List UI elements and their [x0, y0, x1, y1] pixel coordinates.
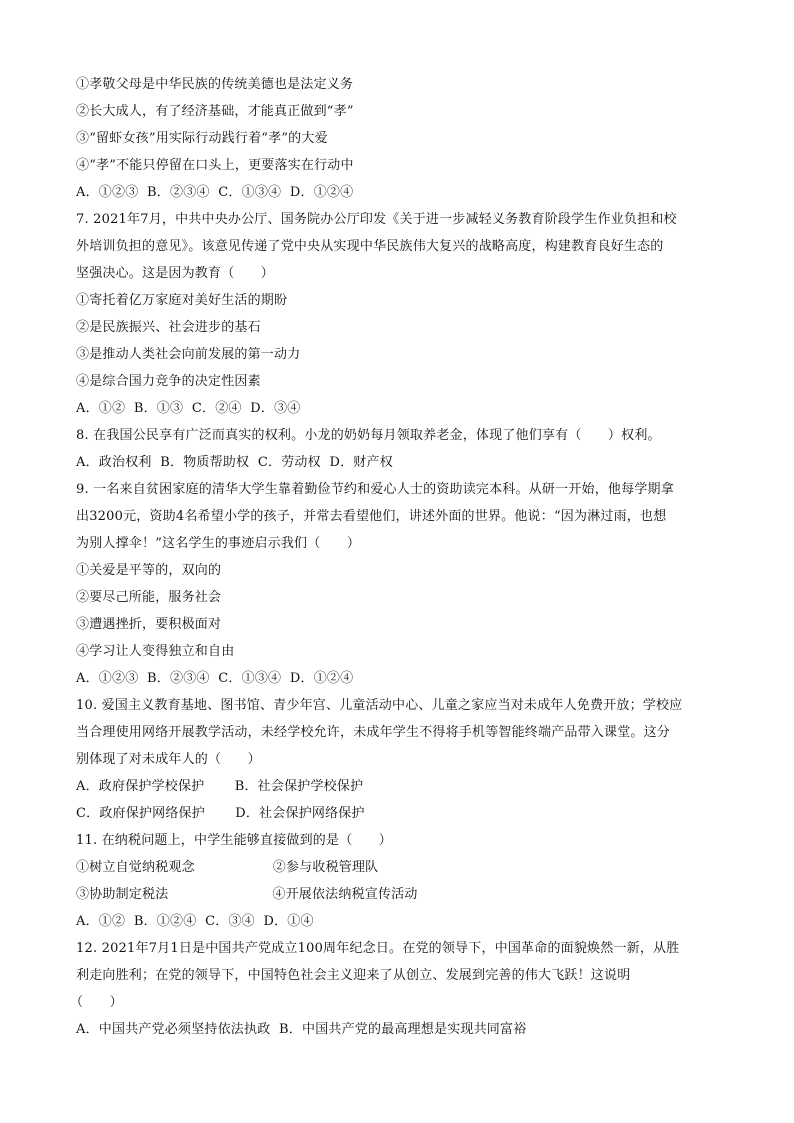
text-line: A．①②③ B．②③④ C．①③④ D．①②④ — [76, 185, 354, 200]
text-line: A．①② B．①③ C．②④ D．③④ — [76, 401, 301, 416]
text-line: （ ） — [70, 995, 123, 1010]
text-line: 11. 在纳税问题上，中学生能够直接做到的是（ ） — [76, 833, 393, 848]
text-line: ①树立自觉纳税观念 ②参与收税管理队 — [76, 860, 379, 875]
text-line: 为别人撑伞！”这名学生的事迹启示我们（ ） — [76, 536, 361, 551]
text-line: ③是推动人类社会向前发展的第一动力 — [76, 347, 301, 362]
text-line: A．中国共产党必须坚持依法执政 B．中国共产党的最高理想是实现共同富裕 — [76, 1022, 527, 1037]
text-line: ③协助制定税法 ④开展依法纳税宣传活动 — [76, 887, 418, 902]
text-line: ②长大成人，有了经济基础，才能真正做到“孝” — [76, 104, 354, 119]
text-line: ③“留虾女孩”用实际行动践行着“孝”的大爱 — [76, 131, 328, 146]
text-line: ③遭遇挫折，要积极面对 — [76, 617, 222, 632]
text-line: A．①② B．①②④ C．③④ D．①④ — [76, 914, 314, 929]
text-line: 9. 一名来自贫困家庭的清华大学生靠着勤俭节约和爱心人士的资助读完本科。从研一开始，他每学期拿 — [76, 482, 674, 497]
text-line: 出3200元，资助4名希望小学的孩子，并常去看望他们，讲述外面的世界。他说：“因为淋过雨，也想 — [76, 509, 667, 524]
text-line: ④学习让人变得独立和自由 — [76, 644, 235, 659]
text-line: ②要尽己所能，服务社会 — [76, 590, 222, 605]
text-line: ④“孝”不能只停留在口头上，更要落实在行动中 — [76, 158, 354, 173]
text-line: 外培训负担的意见》。该意见传递了党中央从实现中华民族伟大复兴的战略高度，构建教育良好生态的 — [76, 239, 664, 254]
text-line: C．政府保护网络保护 D．社会保护网络保护 — [76, 806, 365, 821]
text-line: A．政府保护学校保护 B．社会保护学校保护 — [76, 779, 364, 794]
text-line: 7. 2021年7月，中共中央办公厅、国务院办公厅印发《关于进一步减轻义务教育阶段学生作业负担和校 — [76, 212, 677, 227]
text-line: 当合理使用网络开展教学活动，未经学校允许，未成年学生不得将手机等智能终端产品带入课堂。这分 — [76, 725, 671, 740]
text-line: A．①②③ B．②③④ C．①③④ D．①②④ — [76, 671, 354, 686]
text-line: ①寄托着亿万家庭对美好生活的期盼 — [76, 293, 288, 308]
text-line: 8. 在我国公民享有广泛而真实的权利。小龙的奶奶每月领取养老金，体现了他们享有（ ）权利。 — [76, 428, 661, 443]
text-line: A．政治权利 B．物质帮助权 C．劳动权 D．财产权 — [76, 455, 393, 470]
text-line: 坚强决心。这是因为教育（ ） — [76, 266, 275, 281]
text-line: ②是民族振兴、社会进步的基石 — [76, 320, 261, 335]
text-line: 别体现了对未成年人的（ ） — [76, 752, 261, 767]
text-line: ①关爱是平等的，双向的 — [76, 563, 222, 578]
text-line: 利走向胜利；在党的领导下，中国特色社会主义迎来了从创立、发展到完善的伟大飞跃！这说明 — [76, 968, 631, 983]
text-line: ①孝敬父母是中华民族的传统美德也是法定义务 — [76, 77, 354, 92]
text-line: ④是综合国力竞争的决定性因素 — [76, 374, 261, 389]
text-line: 10. 爱国主义教育基地、图书馆、青少年宫、儿童活动中心、儿童之家应当对未成年人免费开放；学校应 — [76, 698, 683, 713]
text-line: 12. 2021年7月1日是中国共产党成立100周年纪念日。在党的领导下，中国革命的面貌焕然一新，从胜 — [76, 941, 680, 956]
